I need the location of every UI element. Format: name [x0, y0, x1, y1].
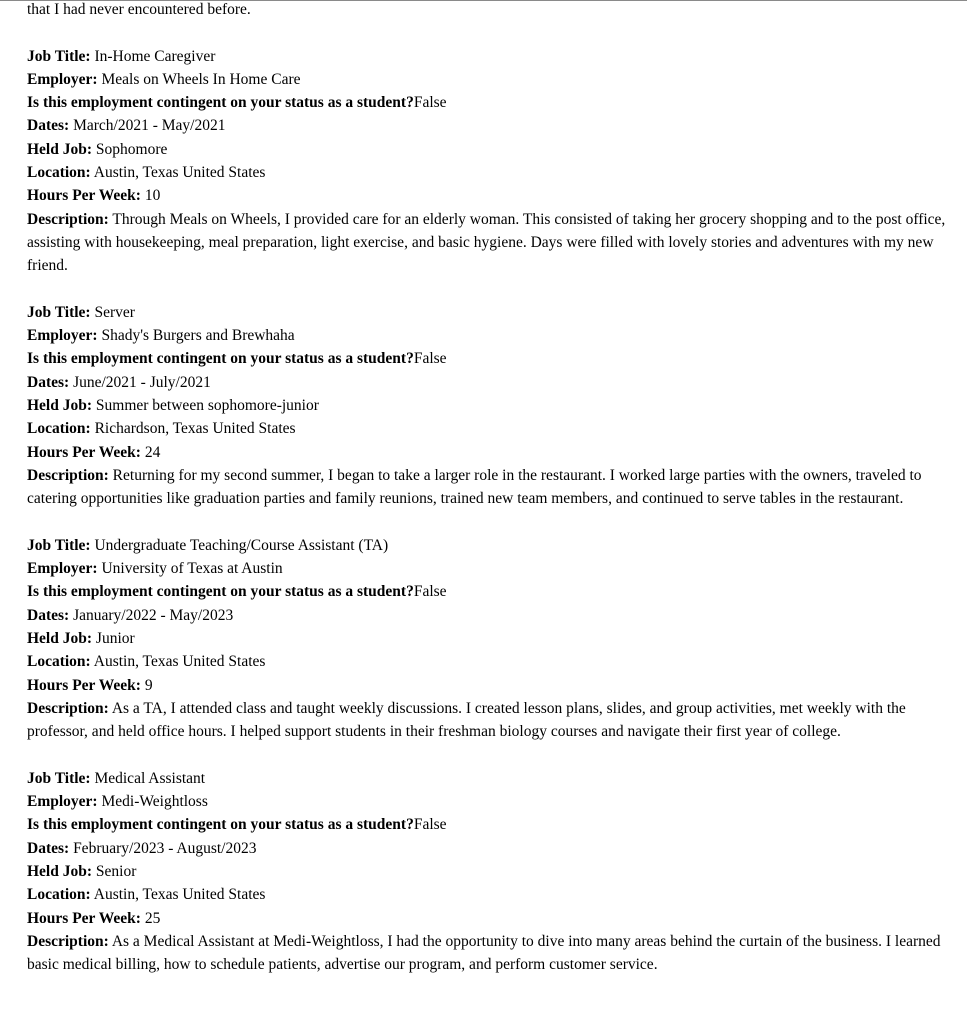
held-job-value: Summer between sophomore-junior [95, 397, 319, 415]
employer-label: Employer: [27, 327, 98, 345]
location-line [27, 417, 952, 440]
hours-line [27, 184, 952, 207]
employer-line [27, 68, 952, 91]
contingent-label: Is this employment contingent on your status as a student? [27, 350, 414, 368]
job-title-line [27, 767, 952, 790]
dates-value: January/2022 - May/2023 [73, 606, 234, 624]
job-title-line [27, 534, 952, 557]
job-title-label: Job Title: [27, 47, 91, 65]
description-label: Description: [27, 699, 109, 717]
hours-label: Hours Per Week: [27, 187, 141, 205]
location-line [27, 650, 952, 673]
job-entry [27, 767, 952, 977]
description-value: As a Medical Assistant at Medi-Weightloss, I had the opportunity to dive into many areas behind the curtain of the business. I learned basic medical billing, how to schedule patients, advertise our program, and perform customer service. [27, 932, 941, 974]
hours-label: Hours Per Week: [27, 909, 141, 927]
job-title-line [27, 45, 952, 68]
contingent-line [27, 580, 952, 603]
employer-line [27, 324, 952, 347]
job-entry [27, 301, 952, 511]
held-job-label: Held Job: [27, 140, 93, 158]
description-value: Through Meals on Wheels, I provided care for an elderly woman. This consisted of taking her grocery shopping and to the post office, assisting with housekeeping, meal preparation, light exercise, and basic hygiene. Days were filled with lovely stories and adventures with my new friend. [27, 210, 946, 275]
job-title-value: Medical Assistant [94, 769, 206, 787]
held-job-value: Sophomore [95, 140, 168, 158]
job-entry [27, 45, 952, 278]
hours-label: Hours Per Week: [27, 676, 141, 694]
location-label: Location: [27, 653, 91, 671]
held-job-label: Held Job: [27, 630, 93, 648]
employer-label: Employer: [27, 793, 98, 811]
location-value: Austin, Texas United States [93, 653, 266, 671]
location-line [27, 883, 952, 906]
contingent-label: Is this employment contingent on your status as a student? [27, 94, 414, 112]
contingent-value: False [413, 350, 447, 368]
dates-line [27, 114, 952, 137]
contingent-value: False [413, 94, 447, 112]
dates-line [27, 837, 952, 860]
hours-value: 9 [144, 676, 153, 694]
description-line [27, 930, 952, 977]
location-label: Location: [27, 420, 91, 438]
employer-label: Employer: [27, 560, 98, 578]
employer-line [27, 790, 952, 813]
held-job-value: Junior [95, 630, 135, 648]
description-label: Description: [27, 932, 109, 950]
held-job-line [27, 138, 952, 161]
dates-label: Dates: [27, 373, 70, 391]
hours-label: Hours Per Week: [27, 443, 141, 461]
description-label: Description: [27, 466, 109, 484]
job-title-line [27, 301, 952, 324]
dates-line [27, 371, 952, 394]
location-label: Location: [27, 886, 91, 904]
employer-value: Meals on Wheels In Home Care [101, 70, 301, 88]
location-value: Richardson, Texas United States [94, 420, 296, 438]
hours-line [27, 674, 952, 697]
hours-value: 10 [144, 187, 161, 205]
job-title-value: In-Home Caregiver [94, 47, 216, 65]
hours-value: 24 [144, 443, 161, 461]
description-value: As a TA, I attended class and taught weekly discussions. I created lesson plans, slides, and group activities, met weekly with the professor, and held office hours. I helped support students in their freshman biology courses and navigate their first year of college. [27, 699, 906, 741]
dates-value: February/2023 - August/2023 [73, 839, 257, 857]
dates-label: Dates: [27, 117, 70, 135]
location-label: Location: [27, 164, 91, 182]
hours-line [27, 441, 952, 464]
location-value: Austin, Texas United States [93, 886, 266, 904]
dates-line [27, 604, 952, 627]
employer-line [27, 557, 952, 580]
dates-label: Dates: [27, 839, 70, 857]
contingent-line [27, 347, 952, 370]
location-line [27, 161, 952, 184]
dates-label: Dates: [27, 606, 70, 624]
dates-value: March/2021 - May/2021 [73, 117, 226, 135]
held-job-line [27, 860, 952, 883]
job-title-value: Undergraduate Teaching/Course Assistant (TA) [94, 536, 389, 554]
contingent-label: Is this employment contingent on your status as a student? [27, 816, 414, 834]
contingent-value: False [413, 816, 447, 834]
hours-value: 25 [144, 909, 161, 927]
job-entry [27, 534, 952, 744]
contingent-value: False [413, 583, 447, 601]
employer-value: University of Texas at Austin [101, 560, 283, 578]
previous-description-tail: that I had never encountered before. [27, 1, 251, 18]
job-title-label: Job Title: [27, 303, 91, 321]
location-value: Austin, Texas United States [93, 164, 266, 182]
hours-line [27, 907, 952, 930]
document-body [27, 0, 952, 976]
description-line [27, 208, 952, 278]
employer-value: Shady's Burgers and Brewhaha [101, 327, 295, 345]
held-job-label: Held Job: [27, 862, 93, 880]
contingent-label: Is this employment contingent on your status as a student? [27, 583, 414, 601]
held-job-value: Senior [95, 862, 137, 880]
held-job-label: Held Job: [27, 397, 93, 415]
description-label: Description: [27, 210, 109, 228]
employer-label: Employer: [27, 70, 98, 88]
held-job-line [27, 394, 952, 417]
description-line [27, 464, 952, 511]
contingent-line [27, 813, 952, 836]
held-job-line [27, 627, 952, 650]
employer-value: Medi-Weightloss [101, 793, 208, 811]
description-line [27, 697, 952, 744]
dates-value: June/2021 - July/2021 [73, 373, 211, 391]
contingent-line [27, 91, 952, 114]
job-title-label: Job Title: [27, 536, 91, 554]
description-value: Returning for my second summer, I began to take a larger role in the restaurant. I worked large parties with the owners, traveled to catering opportunities like graduation parties and family reunions, trained new team members, and continued to serve tables in the restaurant. [27, 466, 922, 508]
job-title-value: Server [94, 303, 135, 321]
job-title-label: Job Title: [27, 769, 91, 787]
